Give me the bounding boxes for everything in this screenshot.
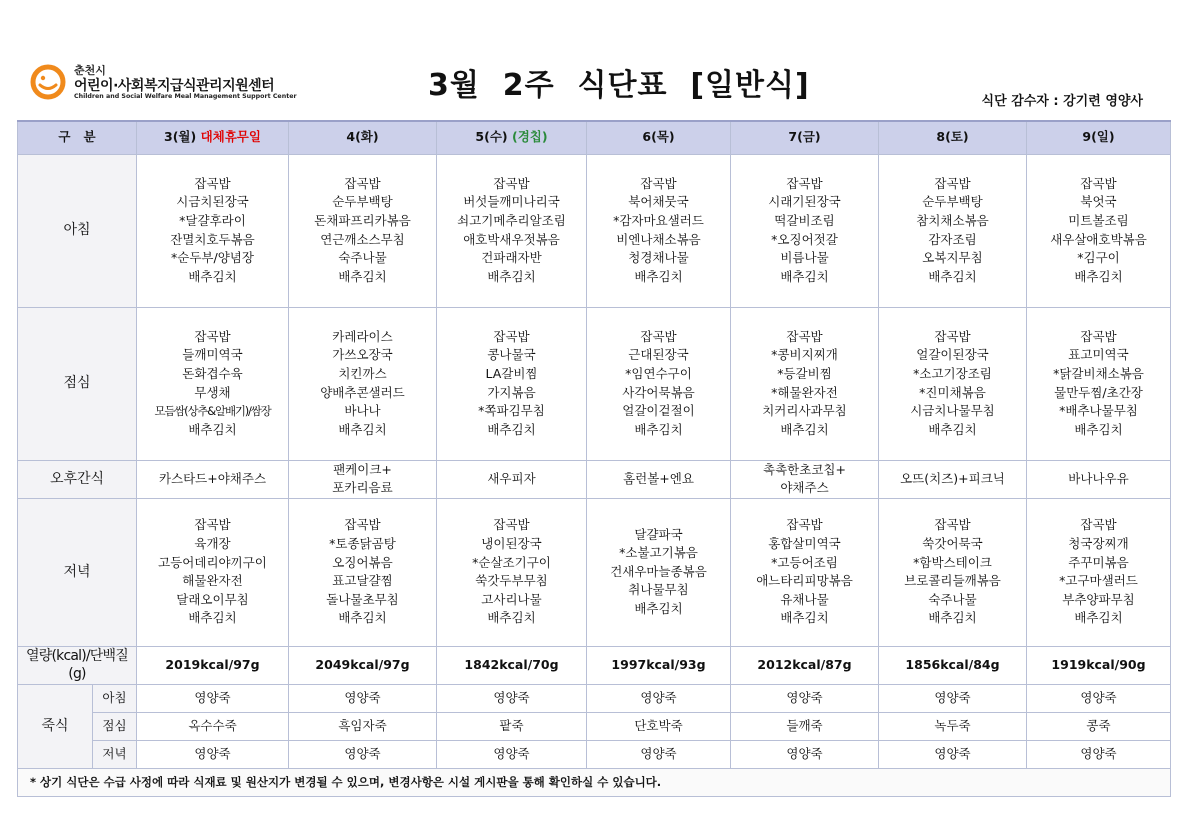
porridge-value: 영양죽 [1027,740,1171,768]
dish-item: 고사리나물 [481,591,542,607]
dish-item: *토종닭곰탕 [329,536,396,551]
dish-item: 물만두찜/초간장 [1054,384,1143,400]
dish-item: 배추김치 [780,421,829,437]
smile-logo-icon [30,64,66,100]
dish-item: 표고미역국 [1068,347,1129,363]
dish-item: 잡곡밥 [1080,328,1117,344]
meal-cell [1027,498,1171,646]
dish-item: 참치채소볶음 [916,212,989,228]
dish-item: 사각어묵볶음 [622,384,695,400]
dish-item: 치킨까스 [338,365,387,381]
dish-item: *함박스테이크 [913,554,992,570]
dish-item: 청국장찌개 [1068,536,1129,551]
logo-english-name: Children and Social Welfare Meal Management Support Center [74,93,297,100]
dish-item: 배추김치 [1074,610,1123,626]
meal-cell [731,460,879,498]
porridge-value: 영양죽 [587,740,731,768]
porridge-value: 녹두죽 [879,712,1027,740]
day-header [731,121,879,154]
dish-item: 건새우마늘종볶음 [610,563,707,579]
dish-item: 시금치된장국 [176,194,249,210]
dish-item: 오복지무침 [922,250,983,266]
meal-cell [731,154,879,307]
dish-item: 잡곡밥 [934,517,971,533]
dish-item: *김구이 [1077,250,1120,266]
dish-item: 배추김치 [1074,421,1123,437]
porridge-value: 영양죽 [437,740,587,768]
nutrition-value: 1997kcal/93g [587,646,731,684]
porridge-value: 콩죽 [1027,712,1171,740]
meal-label: 점심 [18,307,137,460]
dish-item: 잡곡밥 [934,328,971,344]
dish-item: *배추나물무침 [1059,403,1138,419]
dish-item: 얼갈이된장국 [916,347,989,363]
dish-item: 시래기된장국 [768,194,841,210]
nutrition-value: 1842kcal/70g [437,646,587,684]
day-header [437,121,587,154]
porridge-value: 영양죽 [1027,684,1171,712]
breakfast-row [18,154,1171,307]
meal-cell [731,498,879,646]
meal-cell [437,154,587,307]
dish-item: 바나나우유 [1068,470,1129,486]
day-label: 5(수) [475,129,508,145]
dish-item: 가지볶음 [487,384,536,400]
dish-item: 비엔나채소볶음 [616,231,701,247]
dish-item: 바나나 [344,403,381,419]
meal-cell [879,460,1027,498]
dish-item: 돈채파프리카볶음 [314,212,411,228]
dish-item: 가쓰오장국 [332,347,393,363]
nutrition-value: 1919kcal/90g [1027,646,1171,684]
center-logo [30,62,330,102]
dish-item: 냉이된장국 [481,536,542,551]
dish-item: 해물완자전 [182,573,243,589]
dish-item: 배추김치 [1074,268,1123,284]
meal-cell [289,498,437,646]
dish-item: 부추양파무침 [1062,591,1135,607]
dish-item: *달걀후라이 [179,212,246,228]
dish-item: 잡곡밥 [640,328,677,344]
dish-item: *고등어조림 [771,554,838,570]
dish-item: *순두부/양념장 [171,250,254,266]
meal-cell [587,460,731,498]
footnote-row [18,768,1171,796]
dish-item: 배추김치 [188,268,237,284]
meal-cell [1027,307,1171,460]
day-note: (경칩) [511,129,548,145]
porridge-value: 영양죽 [879,740,1027,768]
dish-item: 고등어데리야끼구이 [158,554,267,570]
dish-item: 모듬쌈(상추&알배기)/쌈장 [154,404,271,419]
dish-item: 새우살애호박볶음 [1050,231,1147,247]
dish-item: 쑥갓두부무침 [475,573,548,589]
menu-supervisor: 식단 감수자 : 강기련 영양사 [981,94,1143,109]
dish-item: 북엇국 [1080,194,1117,210]
dish-item: *닭갈비채소볶음 [1053,365,1144,381]
dish-item: *고구마샐러드 [1059,573,1138,589]
dish-item: 잡곡밥 [640,175,677,191]
dish-item: 돌나물초무침 [326,591,399,607]
dish-item: 청경채나물 [628,250,689,266]
logo-city: 춘천시 [74,64,106,77]
porridge-value: 영양죽 [879,684,1027,712]
porridge-label: 죽식 [18,684,93,768]
dish-item: 잡곡밥 [934,175,971,191]
dish-item: *오징어젓갈 [771,231,838,247]
dish-item: 떡갈비조림 [774,212,835,228]
page-title: 3월 2주 식단표 [일반식] [428,68,810,103]
dish-item: 감자조림 [928,231,977,247]
porridge-value: 단호박죽 [587,712,731,740]
corner-label: 구 분 [18,121,137,154]
day-header [137,121,289,154]
nutrition-row [18,646,1171,684]
porridge-row [18,684,1171,712]
meal-cell [437,460,587,498]
dish-item: *소고기장조림 [913,365,992,381]
meal-cell [731,307,879,460]
dish-item: 잡곡밥 [786,328,823,344]
dish-item: 배추김치 [338,268,387,284]
dish-item: 잡곡밥 [344,517,381,533]
dish-item: 팬케이크+ [333,461,392,477]
dish-item: 잔멸치호두볶음 [170,231,255,247]
dish-item: 배추김치 [634,268,683,284]
dish-item: 숙주나물 [928,591,977,607]
dish-item: *감자마요샐러드 [613,212,704,228]
dish-item: 치커리사과무침 [762,403,847,419]
dish-item: 배추김치 [487,268,536,284]
porridge-value: 흑임자죽 [289,712,437,740]
porridge-value: 영양죽 [731,684,879,712]
dish-item: 주꾸미볶음 [1068,554,1129,570]
dish-item: 배추김치 [487,610,536,626]
dish-item: 야채주스 [780,480,829,496]
meal-cell [1027,154,1171,307]
dish-item: 잡곡밥 [344,175,381,191]
dish-item: 잡곡밥 [786,517,823,533]
meal-cell [437,307,587,460]
dish-item: 잡곡밥 [194,328,231,344]
dish-item: 포카리음료 [332,480,393,496]
meal-label: 오후간식 [18,460,137,498]
dish-item: 연근깨소스무침 [320,231,405,247]
nutrition-label: 열량(kcal)/단백질(g) [18,646,137,684]
dish-item: 홈런볼+엔요 [623,470,694,486]
dish-item: 잡곡밥 [194,175,231,191]
footnote: * 상기 식단은 수급 사정에 따라 식재료 및 원산지가 변경될 수 있으며, 변경사항은 시설 게시판을 통해 확인하실 수 있습니다. [18,768,1171,796]
dish-item: 유채나물 [780,591,829,607]
meal-cell [587,498,731,646]
dish-item: 오징어볶음 [332,554,393,570]
dish-item: 애호박새우젓볶음 [463,231,560,247]
porridge-value: 영양죽 [437,684,587,712]
dish-item: 들깨미역국 [182,347,243,363]
dish-item: *해물완자전 [771,384,838,400]
porridge-value: 영양죽 [731,740,879,768]
day-header-row [18,121,1171,154]
dish-item: 얼갈이겉절이 [622,403,695,419]
dish-item: 홍합살미역국 [768,536,841,551]
lunch-row [18,307,1171,460]
dish-item: 달걀파국 [634,526,683,542]
dish-item: LA갈비찜 [485,365,538,381]
day-label: 9(일) [1082,129,1115,145]
dish-item: 취나물무침 [628,582,689,598]
meal-table [17,120,1171,797]
meal-cell [879,307,1027,460]
meal-label: 저녁 [18,498,137,646]
porridge-value: 영양죽 [137,684,289,712]
meal-cell [587,307,731,460]
porridge-meal-label: 아침 [93,684,137,712]
meal-cell [137,154,289,307]
day-label: 7(금) [788,129,821,145]
dish-item: 콩나물국 [487,347,536,363]
day-label: 8(토) [936,129,969,145]
porridge-meal-label: 점심 [93,712,137,740]
meal-cell [137,460,289,498]
dish-item: 배추김치 [188,610,237,626]
porridge-meal-label: 저녁 [93,740,137,768]
dish-item: *진미채볶음 [919,384,986,400]
dish-item: 비름나물 [780,250,829,266]
dish-item: 배추김치 [780,610,829,626]
meal-cell [289,154,437,307]
dish-item: 새우피자 [487,470,536,486]
dish-item: 근대된장국 [628,347,689,363]
porridge-value: 영양죽 [289,684,437,712]
meal-cell [587,154,731,307]
nutrition-value: 1856kcal/84g [879,646,1027,684]
meal-cell [1027,460,1171,498]
meal-cell [137,307,289,460]
day-label: 3(월) [164,129,197,145]
meal-cell [879,498,1027,646]
dish-item: 배추김치 [928,268,977,284]
dish-item: 숙주나물 [338,250,387,266]
snack-row [18,460,1171,498]
dish-item: *콩비지찌개 [771,347,838,363]
dish-item: 배추김치 [487,421,536,437]
dish-item: 카레라이스 [332,328,393,344]
porridge-row [18,740,1171,768]
dish-item: 카스타드+야채주스 [158,470,267,486]
dish-item: 건파래자반 [481,250,542,266]
dish-item: 쑥갓어묵국 [922,536,983,551]
day-header [289,121,437,154]
dinner-row [18,498,1171,646]
dish-item: 잡곡밥 [1080,175,1117,191]
dish-item: 무생채 [194,384,231,400]
nutrition-value: 2049kcal/97g [289,646,437,684]
dish-item: 배추김치 [928,421,977,437]
dish-item: 달래오이무침 [176,591,249,607]
porridge-value: 옥수수죽 [137,712,289,740]
porridge-value: 영양죽 [587,684,731,712]
porridge-value: 팥죽 [437,712,587,740]
dish-item: *임연수구이 [625,365,692,381]
dish-item: *소불고기볶음 [619,545,698,561]
day-header [1027,121,1171,154]
dish-item: 배추김치 [634,601,683,617]
dish-item: 돈화겹수육 [182,365,243,381]
meal-cell [879,154,1027,307]
meal-cell [437,498,587,646]
dish-item: 잡곡밥 [786,175,823,191]
dish-item: 촉촉한초코칩+ [763,461,846,477]
dish-item: 애느타리피망볶음 [756,573,853,589]
dish-item: 배추김치 [338,421,387,437]
dish-item: 육개장 [194,536,231,551]
page-header [0,0,1187,118]
porridge-row [18,712,1171,740]
logo-name: 어린이·사회복지급식관리지원센터 [74,78,275,94]
day-label: 6(목) [642,129,675,145]
day-header [587,121,731,154]
dish-item: 배추김치 [928,610,977,626]
meal-cell [289,460,437,498]
dish-item: 표고달걀찜 [332,573,393,589]
dish-item: 미트볼조림 [1068,212,1129,228]
porridge-value: 영양죽 [289,740,437,768]
dish-item: 잡곡밥 [493,517,530,533]
day-note: 대체휴무일 [200,129,261,145]
dish-item: 배추김치 [634,421,683,437]
meal-label: 아침 [18,154,137,307]
dish-item: 순두부백탕 [332,194,393,210]
day-header [879,121,1027,154]
dish-item: 오뜨(치즈)+피크닉 [900,470,1005,486]
dish-item: 잡곡밥 [493,175,530,191]
dish-item: 배추김치 [780,268,829,284]
dish-item: 양배추콘샐러드 [320,384,405,400]
meal-cell [289,307,437,460]
day-label: 4(화) [346,129,379,145]
dish-item: *순살조기구이 [472,554,551,570]
dish-item: *등갈비찜 [777,365,832,381]
dish-item: 버섯들깨미나리국 [463,194,560,210]
dish-item: 쇠고기메추리알조림 [457,212,566,228]
porridge-value: 들깨죽 [731,712,879,740]
dish-item: 배추김치 [338,610,387,626]
dish-item: 잡곡밥 [493,328,530,344]
dish-item: *쪽파김무침 [478,403,545,419]
dish-item: 배추김치 [188,421,237,437]
nutrition-value: 2019kcal/97g [137,646,289,684]
meal-cell [137,498,289,646]
dish-item: 잡곡밥 [194,517,231,533]
dish-item: 순두부백탕 [922,194,983,210]
dish-item: 브로콜리들깨볶음 [904,573,1001,589]
dish-item: 시금치나물무침 [910,403,995,419]
nutrition-value: 2012kcal/87g [731,646,879,684]
dish-item: 북어채뭇국 [628,194,689,210]
dish-item: 잡곡밥 [1080,517,1117,533]
porridge-value: 영양죽 [137,740,289,768]
